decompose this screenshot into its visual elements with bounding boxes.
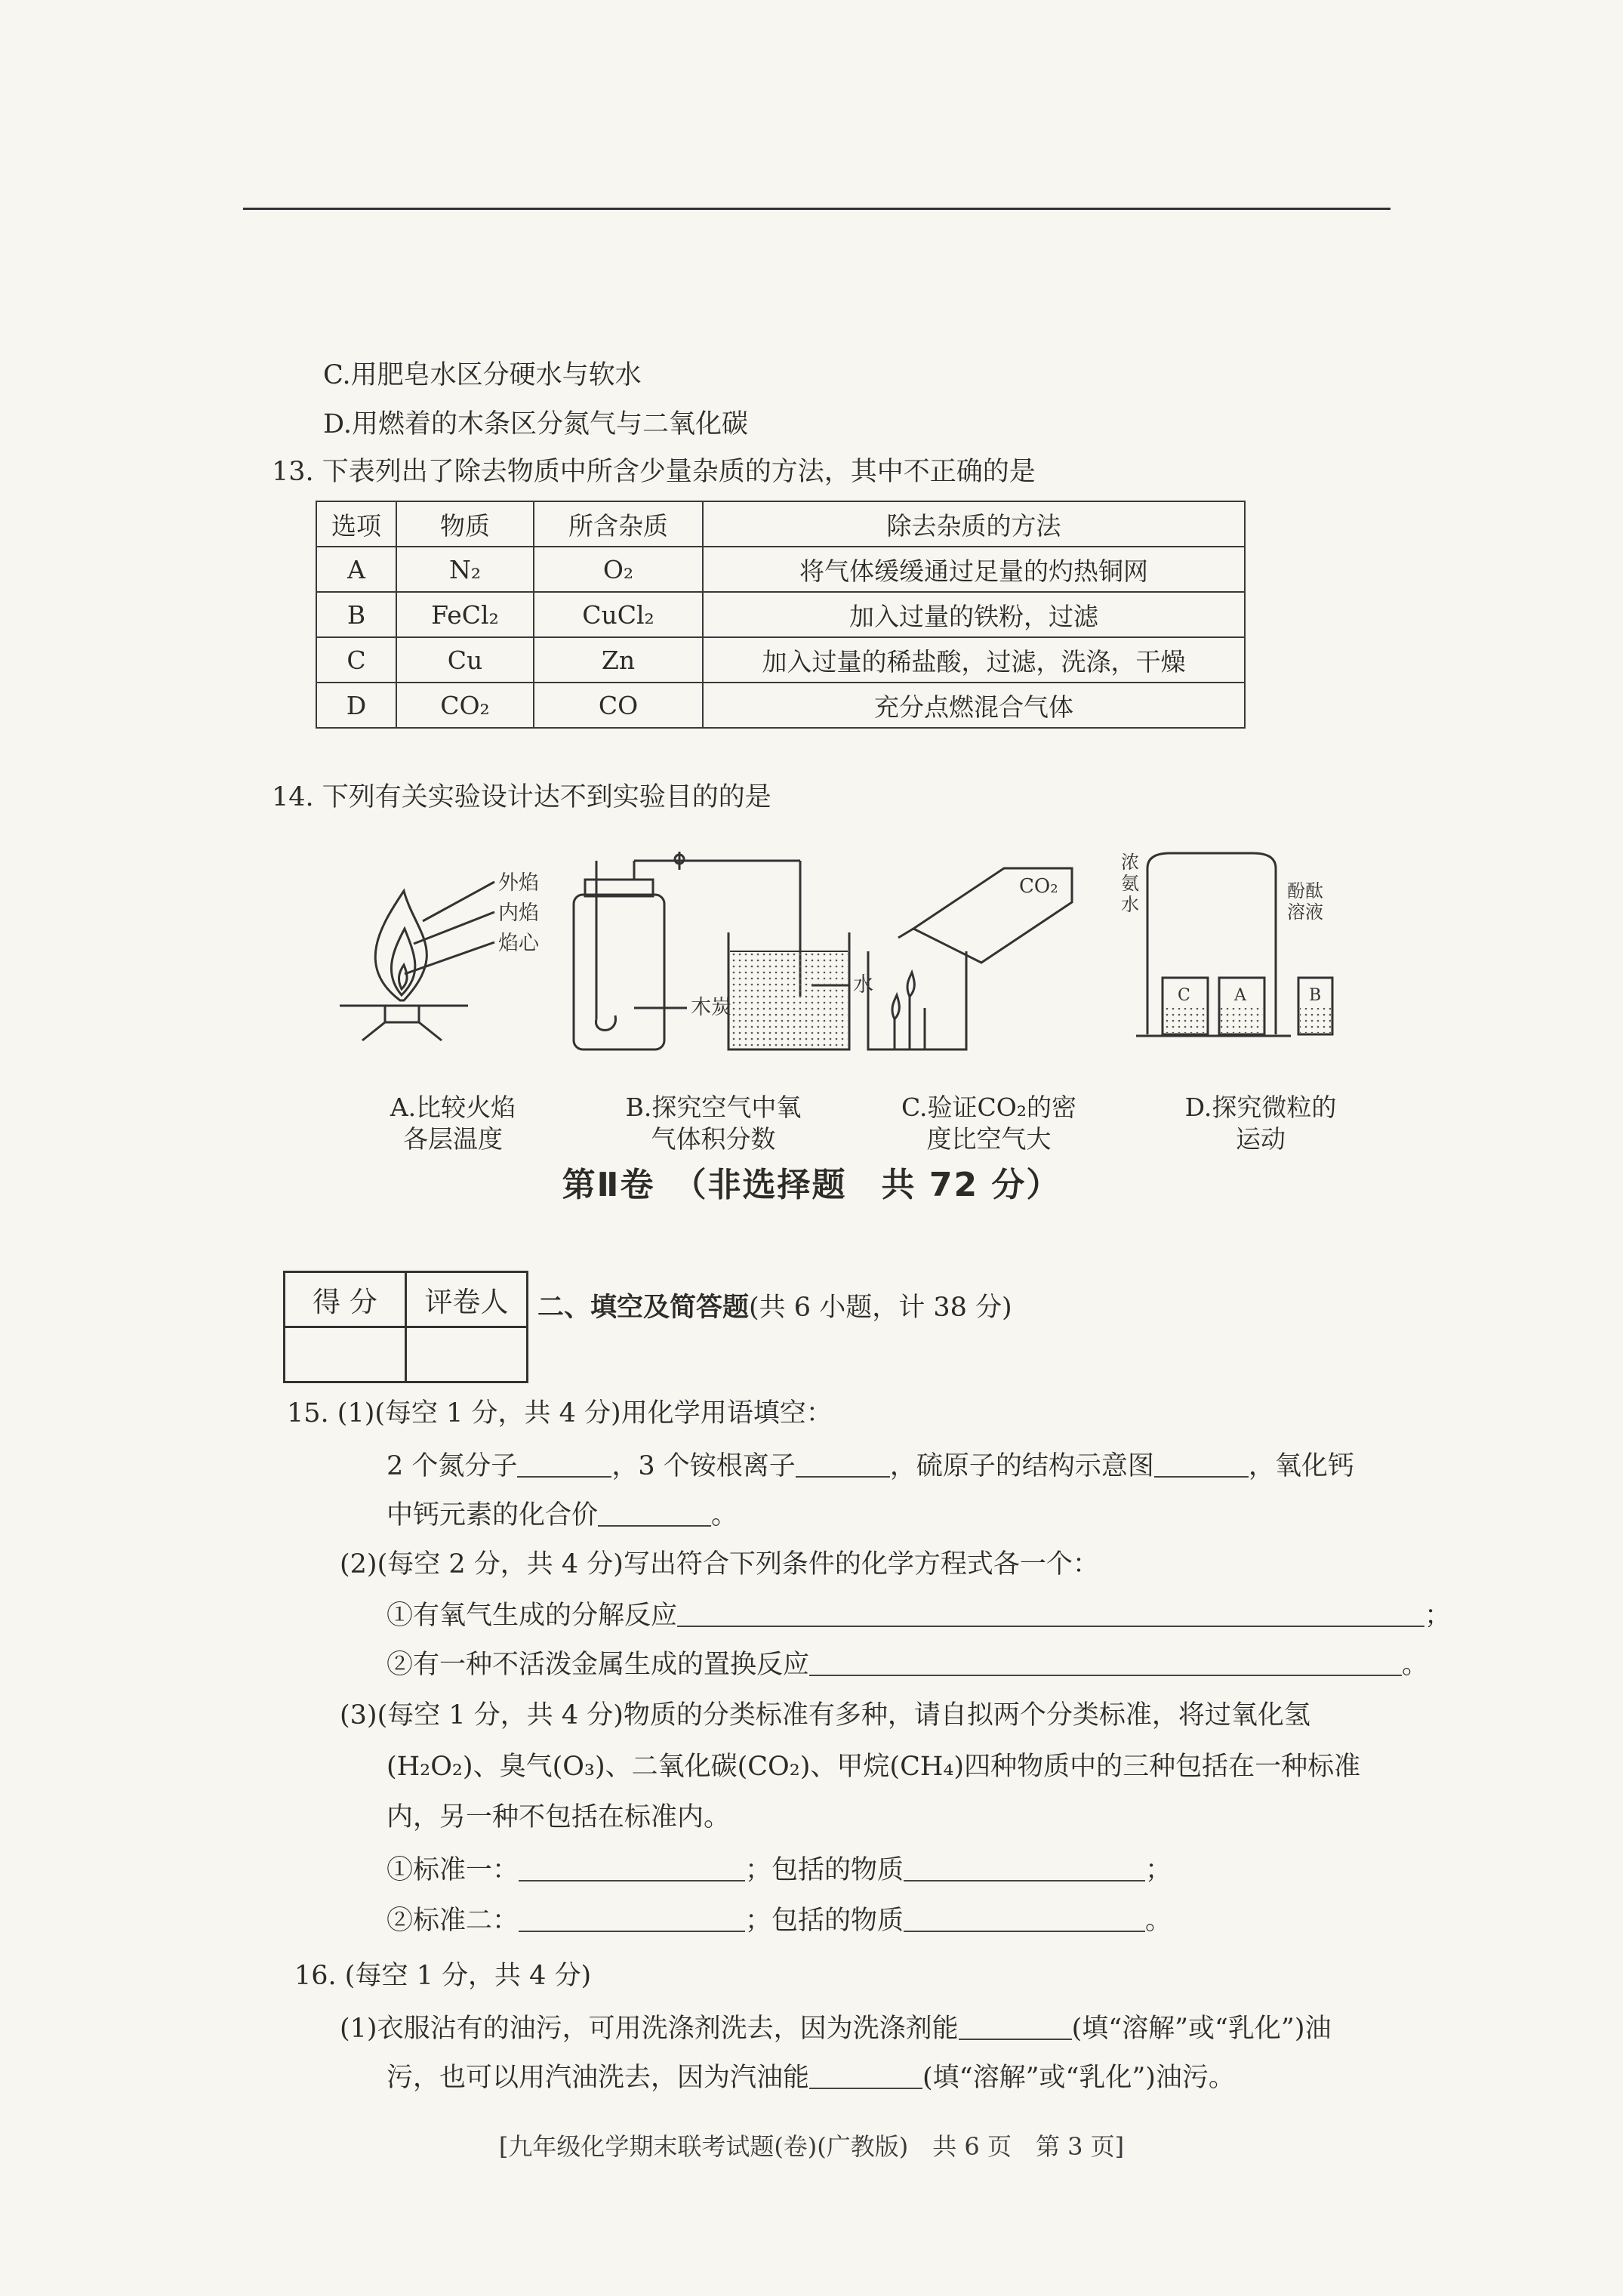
col-header-substance: 物质 [396, 501, 534, 547]
label-phenolphthalein: 酚酞 [1287, 880, 1323, 901]
page-footer: [九年级化学期末联考试题(卷)(广教版) 共 6 页 第 3 页] [498, 2132, 1125, 2161]
cell-option: C [316, 637, 396, 683]
figure-d [1117, 838, 1404, 1170]
option-d: D.用燃着的木条区分氮气与二氧化碳 [323, 409, 748, 439]
q15-part1-line2: 中钙元素的化合价 。 [387, 1500, 738, 1530]
label-ammonia: 氨 [1121, 873, 1139, 894]
section-heading: 二、填空及简答题(共 6 小题，计 38 分) [537, 1293, 1012, 1323]
cell-option: D [316, 683, 396, 728]
label-beaker-c: C [1178, 986, 1190, 1005]
grader-cell [406, 1327, 528, 1382]
col-header-method: 除去杂质的方法 [703, 501, 1245, 547]
cell-method: 充分点燃混合气体 [703, 683, 1245, 728]
cell-impurity: CuCl₂ [534, 592, 703, 637]
answer-blank[interactable] [519, 1859, 745, 1881]
score-label: 得 分 [285, 1272, 406, 1327]
answer-blank[interactable] [517, 1455, 611, 1478]
cell-method: 加入过量的铁粉，过滤 [703, 592, 1245, 637]
answer-blank[interactable] [677, 1604, 1424, 1627]
grader-label: 评卷人 [406, 1272, 528, 1327]
q15-standard-1: ①标准一： ；包括的物质 ； [387, 1855, 1172, 1885]
answer-blank[interactable] [809, 2066, 922, 2089]
cell-impurity: O₂ [534, 547, 703, 592]
table-row [316, 637, 1245, 683]
answer-blank[interactable] [959, 2017, 1072, 2040]
q15-part2-item1: ①有氧气生成的分解反应 ； [387, 1601, 1452, 1631]
score-cell [285, 1327, 406, 1382]
answer-blank[interactable] [904, 1859, 1145, 1881]
q14-stem: 14. 下列有关实验设计达不到实验目的的是 [272, 782, 771, 812]
answer-blank[interactable] [598, 1504, 711, 1527]
q15-part2-head: (2)(每空 2 分，共 4 分)写出符合下列条件的化学方程式各一个： [340, 1549, 1099, 1579]
q13-stem: 13. 下表列出了除去物质中所含少量杂质的方法，其中不正确的是 [272, 457, 1036, 487]
figure-c [845, 838, 1132, 1170]
co2-density-diagram [845, 838, 1132, 1057]
label-inner-flame: 内焰 [498, 901, 539, 925]
cell-impurity: Zn [534, 637, 703, 683]
particle-motion-diagram [1117, 838, 1404, 1057]
q16-line1: (1)衣服沾有的油污，可用洗涤剂洗去，因为洗涤剂能 (填“溶解”或“乳化”)油 [340, 2014, 1332, 2044]
caption-b: B.探究空气中氧 气体积分数 [625, 1093, 802, 1154]
label-charcoal: 木炭 [691, 996, 731, 1019]
cell-option: B [316, 592, 396, 637]
caption-a: A.比较火焰 各层温度 [390, 1093, 516, 1154]
answer-blank[interactable] [904, 1909, 1145, 1932]
option-c: C.用肥皂水区分硬水与软水 [323, 360, 642, 390]
section-title: 第Ⅱ卷 （非选择题 共 72 分） [562, 1166, 1061, 1204]
header-rule [243, 208, 1390, 210]
label-co2: CO₂ [1019, 875, 1058, 898]
col-header-impurity: 所含杂质 [534, 501, 703, 547]
cell-impurity: CO [534, 683, 703, 728]
q13-table [316, 501, 1246, 729]
cell-substance: FeCl₂ [396, 592, 534, 637]
oxygen-volume-apparatus [551, 838, 876, 1057]
q16-head: 16. (每空 1 分，共 4 分) [294, 1961, 592, 1991]
label-beaker-b: B [1309, 986, 1322, 1005]
q15-part2-item2: ②有一种不活泼金属生成的置换反应 。 [387, 1650, 1429, 1680]
label-flame-core: 焰心 [498, 932, 539, 955]
table-header-row [316, 501, 1245, 547]
table-row [316, 683, 1245, 728]
answer-blank[interactable] [796, 1455, 890, 1478]
cell-method: 加入过量的稀盐酸，过滤，洗涤，干燥 [703, 637, 1245, 683]
cell-substance: CO₂ [396, 683, 534, 728]
table-row [316, 592, 1245, 637]
q15-standard-2: ②标准二： ；包括的物质 。 [387, 1906, 1172, 1936]
answer-blank[interactable] [809, 1653, 1402, 1676]
label-beaker-a: A [1234, 986, 1246, 1005]
label-conc: 浓 [1121, 852, 1139, 873]
answer-blank[interactable] [519, 1909, 745, 1932]
cell-substance: Cu [396, 637, 534, 683]
table-row [316, 547, 1245, 592]
q16-line2: 污，也可以用汽油洗去，因为汽油能 (填“溶解”或“乳化”)油污。 [387, 2063, 1235, 2093]
label-water: 水 [853, 973, 873, 997]
col-header-option: 选项 [316, 501, 396, 547]
caption-c: C.验证CO₂的密 度比空气大 [901, 1093, 1077, 1154]
q15-part3-line1: (3)(每空 1 分，共 4 分)物质的分类标准有多种，请自拟两个分类标准，将过氧化氢 [340, 1700, 1310, 1730]
q15-part3-line2: (H₂O₂)、臭气(O₃)、二氧化碳(CO₂)、甲烷(CH₄)四种物质中的三种包括在一种标准 [387, 1752, 1361, 1782]
score-box [283, 1271, 528, 1383]
cell-substance: N₂ [396, 547, 534, 592]
cell-option: A [316, 547, 396, 592]
q15-part1-line1: 2 个氮分子 ，3 个铵根离子 ，硫原子的结构示意图 ，氧化钙 [387, 1451, 1354, 1481]
cell-method: 将气体缓缓通过足量的灼热铜网 [703, 547, 1245, 592]
label-outer-flame: 外焰 [498, 871, 539, 895]
label-solution: 溶液 [1287, 901, 1323, 923]
q15-part3-line3: 内，另一种不包括在标准内。 [387, 1802, 731, 1832]
answer-blank[interactable] [1154, 1455, 1249, 1478]
q15-part1-head: 15. (1)(每空 1 分，共 4 分)用化学用语填空： [287, 1398, 833, 1428]
figure-b [551, 838, 876, 1170]
label-water: 水 [1121, 894, 1139, 915]
caption-d: D.探究微粒的 运动 [1184, 1093, 1337, 1154]
